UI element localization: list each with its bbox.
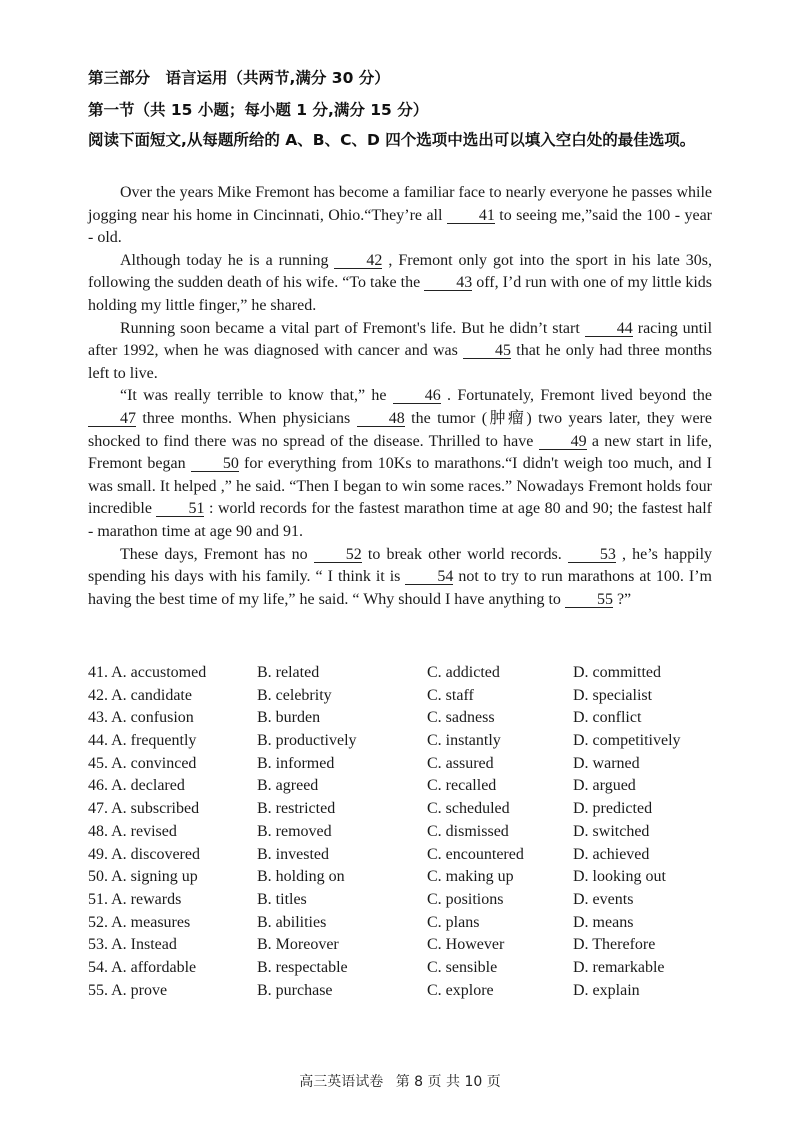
option-row (88, 709, 728, 732)
text-run: that he only had three months left to live. (88, 342, 713, 382)
text-run: “It was really terrible to know that,” he (120, 387, 393, 405)
text-run: three months. When physicians (136, 409, 357, 427)
option-a: 42. A. candidate (88, 686, 192, 704)
blank-55: 55 (565, 592, 613, 608)
option-row (88, 846, 728, 869)
option-d: D. warned (573, 754, 640, 772)
option-c: C. making up (427, 868, 514, 886)
option-d: D. looking out (573, 868, 666, 886)
text-run: off, I’d run with one of my little kids holding my little finger,” he shared. (88, 274, 713, 314)
option-a: 51. A. rewards (88, 890, 182, 908)
footer-page-number: 第 8 页 共 10 页 (395, 1074, 501, 1090)
option-row (88, 936, 728, 959)
option-b: B. celebrity (257, 686, 332, 704)
option-c: C. plans (427, 913, 480, 931)
option-c: C. scheduled (427, 800, 510, 818)
option-c: C. sensible (427, 958, 498, 976)
blank-48: 48 (357, 411, 405, 427)
option-c: C. positions (427, 890, 504, 908)
text-run: . Fortunately, Fremont lived beyond the (440, 387, 712, 405)
option-a: 43. A. confusion (88, 709, 194, 727)
option-c: C. encountered (427, 845, 524, 863)
option-b: B. Moreover (257, 936, 339, 954)
option-row (88, 800, 728, 823)
option-c: C. addicted (427, 664, 500, 681)
option-b: B. purchase (257, 981, 333, 999)
option-b: B. removed (257, 822, 332, 840)
option-d: D. conflict (573, 709, 642, 727)
option-row (88, 687, 728, 710)
text-run: These days, Fremont has no (120, 545, 314, 563)
text-run: , he’s happily spending his days with his family. “ I think it is (88, 545, 713, 586)
option-row (88, 982, 728, 1005)
option-d: D. competitively (573, 732, 681, 750)
paragraph-3 (88, 318, 712, 386)
option-a: 53. A. Instead (88, 936, 177, 954)
text-run: ?” (612, 590, 632, 608)
footer-exam-title: 高三英语试卷 (299, 1074, 384, 1090)
text-run: for everything from 10Ks to marathons.“I didn't weigh too much, and I was small. It helped ,” he said. “Then I began to win some races.” Nowadays Fremont holds four incredible (88, 455, 713, 518)
option-b: B. respectable (257, 958, 348, 976)
answer-options-table (88, 664, 728, 1004)
text-run: to break other world records. (361, 545, 568, 563)
option-row (88, 914, 728, 937)
option-c: C. assured (427, 754, 494, 772)
blank-41: 41 (447, 208, 495, 224)
paragraph-1 (88, 182, 712, 250)
option-a: 46. A. declared (88, 777, 185, 795)
text-run: to seeing me,”said the 100 - year - old. (88, 206, 712, 247)
option-b: B. productively (257, 732, 357, 750)
paragraph-2 (88, 250, 712, 318)
part-heading: 第三部分 语言运用（共两节,满分 30 分） (88, 69, 390, 87)
option-row (88, 959, 728, 982)
blank-42: 42 (334, 253, 382, 269)
section-heading: 第一节（共 15 小题；每小题 1 分,满分 15 分） (88, 101, 429, 119)
blank-43: 43 (424, 275, 472, 291)
text-run: Although today he is a running (120, 251, 335, 269)
option-d: D. committed (573, 664, 661, 681)
option-a: 55. A. prove (88, 981, 168, 999)
option-b: B. informed (257, 754, 335, 772)
blank-49: 49 (539, 434, 587, 450)
option-d: D. specialist (573, 686, 653, 704)
option-a: 52. A. measures (88, 913, 191, 931)
option-a: 49. A. discovered (88, 845, 200, 863)
page-footer (0, 1071, 800, 1091)
option-a: 41. A. accustomed (88, 664, 207, 681)
option-b: B. invested (257, 845, 329, 863)
blank-47: 47 (88, 411, 136, 427)
option-b: B. holding on (257, 868, 345, 886)
paragraph-4 (88, 385, 712, 543)
option-d: D. remarkable (573, 958, 665, 976)
blank-44: 44 (585, 321, 633, 337)
option-c: C. staff (427, 686, 474, 704)
option-b: B. burden (257, 709, 321, 727)
option-row (88, 777, 728, 800)
blank-51: 51 (156, 501, 204, 517)
option-c: C. sadness (427, 709, 495, 727)
option-b: B. agreed (257, 777, 319, 795)
option-b: B. titles (257, 890, 307, 908)
cloze-passage (88, 182, 712, 611)
option-d: D. Therefore (573, 936, 656, 954)
text-run: : world records for the fastest marathon time at age 80 and 90; the fastest half - marathon time at age 90 and 91. (88, 500, 713, 540)
option-a: 48. A. revised (88, 822, 177, 840)
option-row (88, 755, 728, 778)
blank-52: 52 (314, 547, 362, 563)
option-c: C. dismissed (427, 822, 509, 840)
option-d: D. argued (573, 777, 636, 795)
option-c: C. However (427, 936, 505, 954)
option-d: D. switched (573, 822, 650, 840)
option-c: C. explore (427, 981, 494, 999)
option-d: D. achieved (573, 845, 650, 863)
text-run: , Fremont only got into the sport in his late 30s, following the sudden death of his wife. “To take the (88, 251, 713, 292)
option-row (88, 732, 728, 755)
text-run: Running soon became a vital part of Fremont's life. But he didn’t start (120, 319, 585, 337)
text-run: the tumor (肿瘤) two years later, they were shocked to find there was no spread of the disease. Thrilled to have (88, 409, 712, 450)
option-b: B. related (257, 664, 320, 681)
option-a: 44. A. frequently (88, 732, 197, 750)
option-a: 45. A. convinced (88, 754, 197, 772)
paragraph-5 (88, 544, 712, 612)
option-a: 50. A. signing up (88, 868, 198, 886)
option-row (88, 823, 728, 846)
blank-54: 54 (405, 569, 453, 585)
text-run: Over the years Mike Fremont has become a familiar face to nearly everyone he passes while jogging near his home in Cincinnati, Ohio.“They’re all (88, 184, 712, 224)
blank-50: 50 (191, 456, 239, 472)
option-row (88, 891, 728, 914)
option-d: D. means (573, 913, 634, 931)
instruction-text: 阅读下面短文,从每题所给的 A、B、C、D 四个选项中选出可以填入空白处的最佳选项。 (88, 131, 696, 149)
option-row (88, 664, 728, 687)
option-a: 54. A. affordable (88, 958, 197, 976)
option-c: C. instantly (427, 732, 501, 750)
text-run: not to try to run marathons at 100. I’m having the best time of my life,” he said. “ Why should I have anything to (88, 568, 713, 608)
blank-46: 46 (393, 388, 441, 404)
blank-45: 45 (463, 343, 511, 359)
option-d: D. explain (573, 981, 640, 999)
text-run: a new start in life, Fremont began (88, 432, 712, 473)
option-b: B. restricted (257, 800, 336, 818)
option-row (88, 868, 728, 891)
blank-53: 53 (568, 547, 616, 563)
option-a: 47. A. subscribed (88, 800, 200, 818)
text-run: racing until after 1992, when he was diagnosed with cancer and was (88, 319, 713, 360)
option-b: B. abilities (257, 913, 327, 931)
option-d: D. events (573, 890, 634, 908)
option-d: D. predicted (573, 800, 653, 818)
option-c: C. recalled (427, 777, 497, 795)
